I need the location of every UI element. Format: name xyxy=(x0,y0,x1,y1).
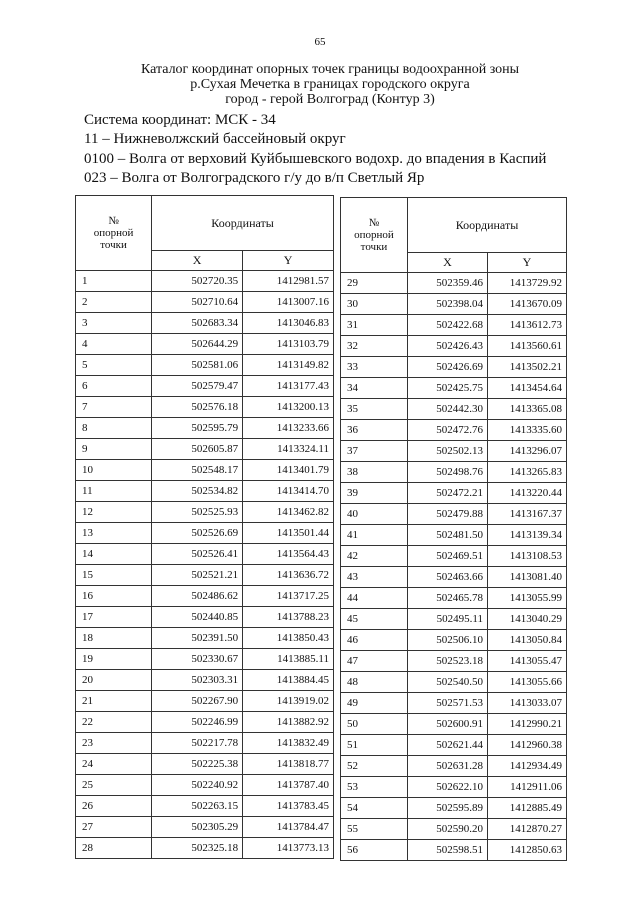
x-coordinate-cell: 502502.13 xyxy=(408,441,488,462)
point-number-cell: 44 xyxy=(341,588,408,609)
table-row xyxy=(341,378,567,399)
table-row xyxy=(76,334,334,355)
x-coordinate-cell: 502498.76 xyxy=(408,462,488,483)
point-number-cell: 24 xyxy=(76,754,152,775)
x-coordinate-cell: 502710.64 xyxy=(152,292,243,313)
table-row xyxy=(76,565,334,586)
x-coordinate-cell: 502246.99 xyxy=(152,712,243,733)
point-number-cell: 16 xyxy=(76,586,152,607)
table-row xyxy=(76,292,334,313)
x-coordinate-cell: 502548.17 xyxy=(152,460,243,481)
y-coordinate-cell: 1413729.92 xyxy=(488,273,567,294)
y-coordinate-cell: 1413265.83 xyxy=(488,462,567,483)
table-row xyxy=(76,775,334,796)
x-coordinate-cell: 502463.66 xyxy=(408,567,488,588)
table-row xyxy=(341,567,567,588)
y-coordinate-cell: 1413454.64 xyxy=(488,378,567,399)
point-number-cell: 35 xyxy=(341,399,408,420)
y-coordinate-cell: 1413784.47 xyxy=(243,817,334,838)
y-coordinate-cell: 1412850.63 xyxy=(488,840,567,861)
point-number-cell: 50 xyxy=(341,714,408,735)
table-row xyxy=(76,502,334,523)
table-row xyxy=(341,735,567,756)
table-row xyxy=(341,840,567,861)
point-number-cell: 48 xyxy=(341,672,408,693)
point-number-cell: 55 xyxy=(341,819,408,840)
y-coordinate-cell: 1413055.99 xyxy=(488,588,567,609)
coordinates-table-right xyxy=(340,197,567,861)
y-coordinate-cell: 1413365.08 xyxy=(488,399,567,420)
x-column-header: X xyxy=(152,251,243,271)
table-row xyxy=(76,649,334,670)
table-row xyxy=(76,670,334,691)
point-number-cell: 13 xyxy=(76,523,152,544)
x-coordinate-cell: 502472.21 xyxy=(408,483,488,504)
table-row xyxy=(341,546,567,567)
y-coordinate-cell: 1413200.13 xyxy=(243,397,334,418)
y-coordinate-cell: 1413081.40 xyxy=(488,567,567,588)
y-coordinate-cell: 1413050.84 xyxy=(488,630,567,651)
y-coordinate-cell: 1413103.79 xyxy=(243,334,334,355)
x-coordinate-cell: 502391.50 xyxy=(152,628,243,649)
table-row xyxy=(341,672,567,693)
y-coordinate-cell: 1413167.37 xyxy=(488,504,567,525)
title-line-1: Каталог координат опорных точек границы водоохранной зоны xyxy=(140,62,520,77)
coordinates-header: Координаты xyxy=(408,198,567,253)
table-row xyxy=(76,460,334,481)
table-row xyxy=(76,355,334,376)
table-row xyxy=(76,838,334,859)
table-row xyxy=(341,399,567,420)
point-number-cell: 12 xyxy=(76,502,152,523)
point-number-cell: 27 xyxy=(76,817,152,838)
point-number-cell: 14 xyxy=(76,544,152,565)
point-number-cell: 30 xyxy=(341,294,408,315)
x-coordinate-cell: 502540.50 xyxy=(408,672,488,693)
y-coordinate-cell: 1413502.21 xyxy=(488,357,567,378)
coordinate-system-line: Система координат: МСК - 34 xyxy=(84,112,276,128)
point-number-cell: 34 xyxy=(341,378,408,399)
y-coordinate-cell: 1413501.44 xyxy=(243,523,334,544)
x-coordinate-cell: 502605.87 xyxy=(152,439,243,460)
point-number-cell: 28 xyxy=(76,838,152,859)
x-coordinate-cell: 502465.78 xyxy=(408,588,488,609)
point-number-cell: 18 xyxy=(76,628,152,649)
table-row xyxy=(76,712,334,733)
x-coordinate-cell: 502303.31 xyxy=(152,670,243,691)
title-line-3: город - герой Волгоград (Контур 3) xyxy=(225,92,435,107)
table-row xyxy=(76,544,334,565)
y-coordinate-cell: 1413324.11 xyxy=(243,439,334,460)
table-row xyxy=(341,336,567,357)
point-number-cell: 47 xyxy=(341,651,408,672)
y-coordinate-cell: 1412870.27 xyxy=(488,819,567,840)
y-coordinate-cell: 1412934.49 xyxy=(488,756,567,777)
table-row xyxy=(341,756,567,777)
coordinates-table-left xyxy=(75,195,334,859)
y-coordinate-cell: 1413773.13 xyxy=(243,838,334,859)
point-number-cell: 38 xyxy=(341,462,408,483)
y-coordinate-cell: 1413788.23 xyxy=(243,607,334,628)
y-coordinate-cell: 1413818.77 xyxy=(243,754,334,775)
water-section-line: 023 – Волга от Волгоградского г/у до в/п Светлый Яр xyxy=(84,170,425,186)
point-number-cell: 8 xyxy=(76,418,152,439)
point-number-cell: 25 xyxy=(76,775,152,796)
y-coordinate-cell: 1413884.45 xyxy=(243,670,334,691)
x-coordinate-cell: 502581.06 xyxy=(152,355,243,376)
x-coordinate-cell: 502263.15 xyxy=(152,796,243,817)
table-row xyxy=(341,294,567,315)
y-coordinate-cell: 1413636.72 xyxy=(243,565,334,586)
point-number-cell: 6 xyxy=(76,376,152,397)
y-coordinate-cell: 1413401.79 xyxy=(243,460,334,481)
x-coordinate-cell: 502398.04 xyxy=(408,294,488,315)
point-number-header: № опорной точки xyxy=(341,198,408,273)
x-coordinate-cell: 502495.11 xyxy=(408,609,488,630)
y-coordinate-cell: 1413139.34 xyxy=(488,525,567,546)
x-column-header: X xyxy=(408,253,488,273)
y-coordinate-cell: 1412981.57 xyxy=(243,271,334,292)
y-coordinate-cell: 1413564.43 xyxy=(243,544,334,565)
x-coordinate-cell: 502579.47 xyxy=(152,376,243,397)
y-coordinate-cell: 1413885.11 xyxy=(243,649,334,670)
table-row xyxy=(341,609,567,630)
y-coordinate-cell: 1413787.40 xyxy=(243,775,334,796)
coordinates-header: Координаты xyxy=(152,196,334,251)
point-number-cell: 26 xyxy=(76,796,152,817)
y-coordinate-cell: 1413233.66 xyxy=(243,418,334,439)
x-coordinate-cell: 502422.68 xyxy=(408,315,488,336)
point-number-cell: 3 xyxy=(76,313,152,334)
y-coordinate-cell: 1413335.60 xyxy=(488,420,567,441)
y-column-header: Y xyxy=(488,253,567,273)
x-coordinate-cell: 502590.20 xyxy=(408,819,488,840)
point-number-cell: 10 xyxy=(76,460,152,481)
table-row xyxy=(341,651,567,672)
x-coordinate-cell: 502325.18 xyxy=(152,838,243,859)
x-coordinate-cell: 502523.18 xyxy=(408,651,488,672)
point-number-cell: 56 xyxy=(341,840,408,861)
point-number-cell: 43 xyxy=(341,567,408,588)
x-coordinate-cell: 502479.88 xyxy=(408,504,488,525)
x-coordinate-cell: 502598.51 xyxy=(408,840,488,861)
table-row xyxy=(76,397,334,418)
x-coordinate-cell: 502631.28 xyxy=(408,756,488,777)
point-number-cell: 46 xyxy=(341,630,408,651)
point-number-cell: 22 xyxy=(76,712,152,733)
point-number-cell: 54 xyxy=(341,798,408,819)
point-number-cell: 20 xyxy=(76,670,152,691)
y-column-header: Y xyxy=(243,251,334,271)
point-number-cell: 7 xyxy=(76,397,152,418)
x-coordinate-cell: 502622.10 xyxy=(408,777,488,798)
point-number-cell: 31 xyxy=(341,315,408,336)
table-row xyxy=(76,628,334,649)
point-number-cell: 52 xyxy=(341,756,408,777)
point-number-cell: 2 xyxy=(76,292,152,313)
x-coordinate-cell: 502472.76 xyxy=(408,420,488,441)
x-coordinate-cell: 502305.29 xyxy=(152,817,243,838)
x-coordinate-cell: 502225.38 xyxy=(152,754,243,775)
point-number-cell: 11 xyxy=(76,481,152,502)
y-coordinate-cell: 1413046.83 xyxy=(243,313,334,334)
table-row xyxy=(341,504,567,525)
x-coordinate-cell: 502521.21 xyxy=(152,565,243,586)
y-coordinate-cell: 1413882.92 xyxy=(243,712,334,733)
x-coordinate-cell: 502621.44 xyxy=(408,735,488,756)
table-row xyxy=(341,441,567,462)
table-row xyxy=(76,439,334,460)
document-title xyxy=(0,62,640,107)
x-coordinate-cell: 502571.53 xyxy=(408,693,488,714)
y-coordinate-cell: 1413414.70 xyxy=(243,481,334,502)
point-number-cell: 33 xyxy=(341,357,408,378)
table-row xyxy=(76,313,334,334)
x-coordinate-cell: 502644.29 xyxy=(152,334,243,355)
table-row xyxy=(76,418,334,439)
table-row xyxy=(76,586,334,607)
table-row xyxy=(76,754,334,775)
y-coordinate-cell: 1412990.21 xyxy=(488,714,567,735)
x-coordinate-cell: 502486.62 xyxy=(152,586,243,607)
y-coordinate-cell: 1413717.25 xyxy=(243,586,334,607)
x-coordinate-cell: 502526.41 xyxy=(152,544,243,565)
x-coordinate-cell: 502600.91 xyxy=(408,714,488,735)
y-coordinate-cell: 1412885.49 xyxy=(488,798,567,819)
river-basin-line: 0100 – Волга от верховий Куйбышевского водохр. до впадения в Каспий xyxy=(84,151,547,167)
point-number-cell: 37 xyxy=(341,441,408,462)
y-coordinate-cell: 1413850.43 xyxy=(243,628,334,649)
table-row xyxy=(76,481,334,502)
y-coordinate-cell: 1413560.61 xyxy=(488,336,567,357)
point-number-cell: 5 xyxy=(76,355,152,376)
table-row xyxy=(76,691,334,712)
y-coordinate-cell: 1413612.73 xyxy=(488,315,567,336)
x-coordinate-cell: 502525.93 xyxy=(152,502,243,523)
table-row xyxy=(76,271,334,292)
title-line-2: р.Сухая Мечетка в границах городского округа xyxy=(190,77,470,92)
x-coordinate-cell: 502506.10 xyxy=(408,630,488,651)
table-row xyxy=(341,798,567,819)
y-coordinate-cell: 1412911.06 xyxy=(488,777,567,798)
x-coordinate-cell: 502330.67 xyxy=(152,649,243,670)
table-row xyxy=(341,315,567,336)
table-row xyxy=(341,693,567,714)
table-row xyxy=(76,607,334,628)
y-coordinate-cell: 1413108.53 xyxy=(488,546,567,567)
point-number-cell: 40 xyxy=(341,504,408,525)
point-number-cell: 21 xyxy=(76,691,152,712)
point-number-cell: 4 xyxy=(76,334,152,355)
y-coordinate-cell: 1413033.07 xyxy=(488,693,567,714)
table-row xyxy=(76,523,334,544)
table-row xyxy=(341,777,567,798)
x-coordinate-cell: 502683.34 xyxy=(152,313,243,334)
x-coordinate-cell: 502426.69 xyxy=(408,357,488,378)
x-coordinate-cell: 502359.46 xyxy=(408,273,488,294)
table-row xyxy=(76,376,334,397)
x-coordinate-cell: 502720.35 xyxy=(152,271,243,292)
point-number-cell: 53 xyxy=(341,777,408,798)
table-row xyxy=(76,817,334,838)
y-coordinate-cell: 1413149.82 xyxy=(243,355,334,376)
x-coordinate-cell: 502481.50 xyxy=(408,525,488,546)
y-coordinate-cell: 1412960.38 xyxy=(488,735,567,756)
point-number-cell: 19 xyxy=(76,649,152,670)
point-number-cell: 32 xyxy=(341,336,408,357)
table-row xyxy=(341,483,567,504)
table-row xyxy=(341,273,567,294)
x-coordinate-cell: 502440.85 xyxy=(152,607,243,628)
point-number-cell: 49 xyxy=(341,693,408,714)
x-coordinate-cell: 502576.18 xyxy=(152,397,243,418)
y-coordinate-cell: 1413007.16 xyxy=(243,292,334,313)
x-coordinate-cell: 502469.51 xyxy=(408,546,488,567)
y-coordinate-cell: 1413783.45 xyxy=(243,796,334,817)
x-coordinate-cell: 502442.30 xyxy=(408,399,488,420)
table-row xyxy=(341,525,567,546)
y-coordinate-cell: 1413220.44 xyxy=(488,483,567,504)
y-coordinate-cell: 1413919.02 xyxy=(243,691,334,712)
x-coordinate-cell: 502267.90 xyxy=(152,691,243,712)
x-coordinate-cell: 502595.79 xyxy=(152,418,243,439)
point-number-header: № опорной точки xyxy=(76,196,152,271)
basin-district-line: 11 – Нижневолжский бассейновый округ xyxy=(84,131,346,147)
y-coordinate-cell: 1413055.66 xyxy=(488,672,567,693)
point-number-cell: 36 xyxy=(341,420,408,441)
table-row xyxy=(341,714,567,735)
point-number-cell: 51 xyxy=(341,735,408,756)
x-coordinate-cell: 502217.78 xyxy=(152,733,243,754)
point-number-cell: 17 xyxy=(76,607,152,628)
point-number-cell: 39 xyxy=(341,483,408,504)
point-number-cell: 1 xyxy=(76,271,152,292)
point-number-cell: 9 xyxy=(76,439,152,460)
point-number-cell: 45 xyxy=(341,609,408,630)
x-coordinate-cell: 502425.75 xyxy=(408,378,488,399)
table-row xyxy=(341,588,567,609)
y-coordinate-cell: 1413832.49 xyxy=(243,733,334,754)
y-coordinate-cell: 1413177.43 xyxy=(243,376,334,397)
point-number-cell: 29 xyxy=(341,273,408,294)
y-coordinate-cell: 1413462.82 xyxy=(243,502,334,523)
x-coordinate-cell: 502595.89 xyxy=(408,798,488,819)
x-coordinate-cell: 502534.82 xyxy=(152,481,243,502)
x-coordinate-cell: 502426.43 xyxy=(408,336,488,357)
y-coordinate-cell: 1413296.07 xyxy=(488,441,567,462)
y-coordinate-cell: 1413670.09 xyxy=(488,294,567,315)
page-number: 65 xyxy=(314,36,326,48)
table-row xyxy=(76,796,334,817)
y-coordinate-cell: 1413055.47 xyxy=(488,651,567,672)
y-coordinate-cell: 1413040.29 xyxy=(488,609,567,630)
table-row xyxy=(76,733,334,754)
point-number-cell: 41 xyxy=(341,525,408,546)
table-row xyxy=(341,357,567,378)
table-row xyxy=(341,420,567,441)
table-row xyxy=(341,819,567,840)
table-row xyxy=(341,630,567,651)
point-number-cell: 42 xyxy=(341,546,408,567)
x-coordinate-cell: 502240.92 xyxy=(152,775,243,796)
point-number-cell: 15 xyxy=(76,565,152,586)
x-coordinate-cell: 502526.69 xyxy=(152,523,243,544)
table-row xyxy=(341,462,567,483)
point-number-cell: 23 xyxy=(76,733,152,754)
